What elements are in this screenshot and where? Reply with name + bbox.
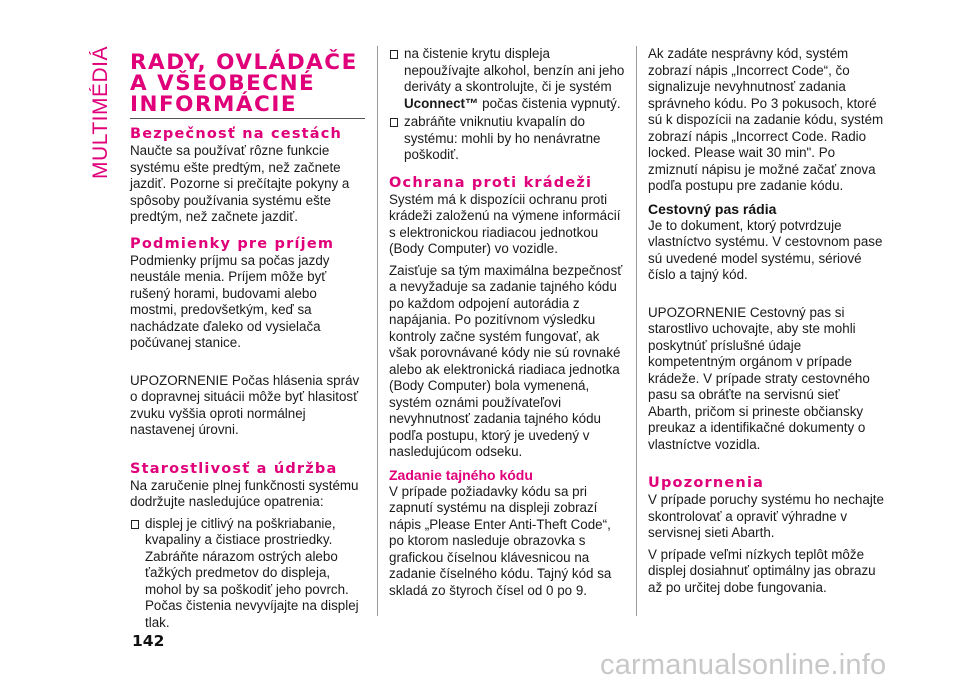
care-bullet-2 <box>389 46 625 112</box>
care-bullet-1 <box>130 516 365 632</box>
main-title-line-2: A VŠEOBECNÉ <box>130 71 316 96</box>
side-section-label <box>86 46 116 186</box>
enter-code-text: V prípade požiadavky kódu sa pri zapnutí systému na displeji zobrazí nápis „Please Enter Anti-Theft Code“, po ktorom nasleduje obrazovka s grafickou číselnou klávesnicou na zadanie číselného kódu. Tajný kód sa skladá zo štyroch čísel od 0 po 9. <box>389 483 612 598</box>
anti-theft-text-2: Zaisťuje sa tým maximálna bezpečnosť a nevyžaduje sa zadanie tajného kódu po každom odpojení autorádia z napájania. Po pozitívnom výsledku kontroly začne systém fungovať, ak však porovnávané kódy nie sú rovnaké alebo ak elektronická riadiaca jednotka (Body Computer) bola vymenená, systém oznámi používateľovi nevyhnutnosť zadania tajného kódu podľa postupu, ktorý je uvedený v nasledujúcom odseku. <box>389 262 623 459</box>
radio-passport-warning: UPOZORNENIE Cestovný pas si starostlivo uchovajte, aby ste mohli poskytnúť príslušné údaje kompetentným orgánom v prípade krádeže. V prípade straty cestovného pasu sa obráťte na servisnú sieť Abarth, pričom si prineste občiansky preukaz a identifikačné dokumenty o vlastníctve vozidla. <box>648 304 870 452</box>
heading-enter-code: Zadanie tajného kódu <box>389 466 533 483</box>
column-1 <box>130 52 365 633</box>
care-text: Na zaručenie plnej funkčnosti systému dodržujte nasledujúce opatrenia: <box>130 477 359 509</box>
heading-care: Starostlivosť a údržba <box>130 460 338 477</box>
column-divider-2 <box>636 46 637 616</box>
care-bullet-3-text: zabráňte vniknutiu kvapalín do systému: mohli by ho nenávratne poškodiť. <box>404 114 601 162</box>
heading-warnings: Upozornenia <box>648 475 765 491</box>
main-title <box>130 52 365 115</box>
care-bullet-1-text: displej je citlivý na poškriabanie, kvapaliny a čistiace prostriedky. Zabráňte nárazom ostrých alebo ťažkých predmetov do displeja, mohol by sa poškodiť jeho povrch. Počas čistenia nevyvíjajte na displej tlak. <box>145 515 359 630</box>
checkbox-bullet-icon <box>131 520 139 529</box>
main-title-line-3: INFORMÁCIE <box>130 92 298 117</box>
warnings-text-2: V prípade veľmi nízkych teplôt môže displej dosiahnuť optimálny jas obrazu až po určitej dobe fungovania. <box>648 546 876 595</box>
heading-reception: Podmienky pre príjem <box>130 235 335 252</box>
watermark-text: carmanualsonline.info <box>600 649 887 681</box>
column-2 <box>389 46 625 604</box>
radio-passport-text: Je to dokument, ktorý potvrdzuje vlastníctvo systému. V cestovnom pase sú uvedené model systému, sériové číslo a tajný kód. <box>648 217 883 282</box>
checkbox-bullet-icon <box>390 118 398 127</box>
road-safety-text: Naučte sa používať rôzne funkcie systému ešte predtým, než začnete jazdiť. Pozorne si prečítajte pokyny a spôsoby používania systému ešte predtým, než začnete jazdiť. <box>130 143 350 224</box>
reception-text: Podmienky príjmu sa počas jazdy neustále menia. Príjem môže byť rušený horami, budovami alebo mostmi, predovšetkým, keď sa nachádzate ďaleko od vysielača počúvanej stanice. <box>130 252 330 350</box>
reception-warning: UPOZORNENIE Počas hlásenia správ o dopravnej situácii môže byť hlasitosť zvuku vyššia oproti normálnej nastavenej úrovni. <box>130 372 360 437</box>
heading-road-safety: Bezpečnosť na cestách <box>130 126 343 142</box>
warnings-text-1: V prípade poruchy systému ho nechajte skontrolovať a opraviť výhradne v servisnej sieti Abarth. <box>648 492 884 540</box>
incorrect-code-text: Ak zadáte nesprávny kód, systém zobrazí nápis „Incorrect Code“, čo signalizuje nevyhnutnosť zadania správneho kódu. Po 3 pokusoch, ktoré sú k dispozícii na zadanie kódu, systém zobrazí nápis „Incorrect Code. Radio locked. Please wait 30 min". Po zmiznutí nápisu je možné začať znova podľa postupu pre zadanie kódu. <box>648 46 884 193</box>
checkbox-bullet-icon <box>390 50 398 59</box>
heading-radio-passport: Cestovný pas rádia <box>648 200 777 217</box>
side-section-label-text: MULTIMÉDIÁ <box>89 46 112 179</box>
title-rule <box>130 118 365 119</box>
main-title-line-1: RADY, OVLÁDAČE <box>130 50 358 75</box>
page-number: 142 <box>132 632 165 650</box>
brand-uconnect: Uconnect™ <box>404 95 479 111</box>
care-bullet-2-text: na čistenie krytu displeja nepoužívajte alkohol, benzín ani jeho deriváty a skontrolujte, či je systém Uconnect™ počas čistenia vypnutý. <box>404 46 625 111</box>
column-divider-1 <box>377 46 378 616</box>
heading-anti-theft: Ochrana proti krádeži <box>389 174 593 191</box>
column-3 <box>648 46 884 601</box>
anti-theft-text-1: Systém má k dispozícii ochranu proti krádeži založenú na výmene informácií s elektronickou riadiacou jednotkou (Body Computer) vo vozidle. <box>389 191 621 256</box>
care-bullet-3 <box>389 114 625 164</box>
